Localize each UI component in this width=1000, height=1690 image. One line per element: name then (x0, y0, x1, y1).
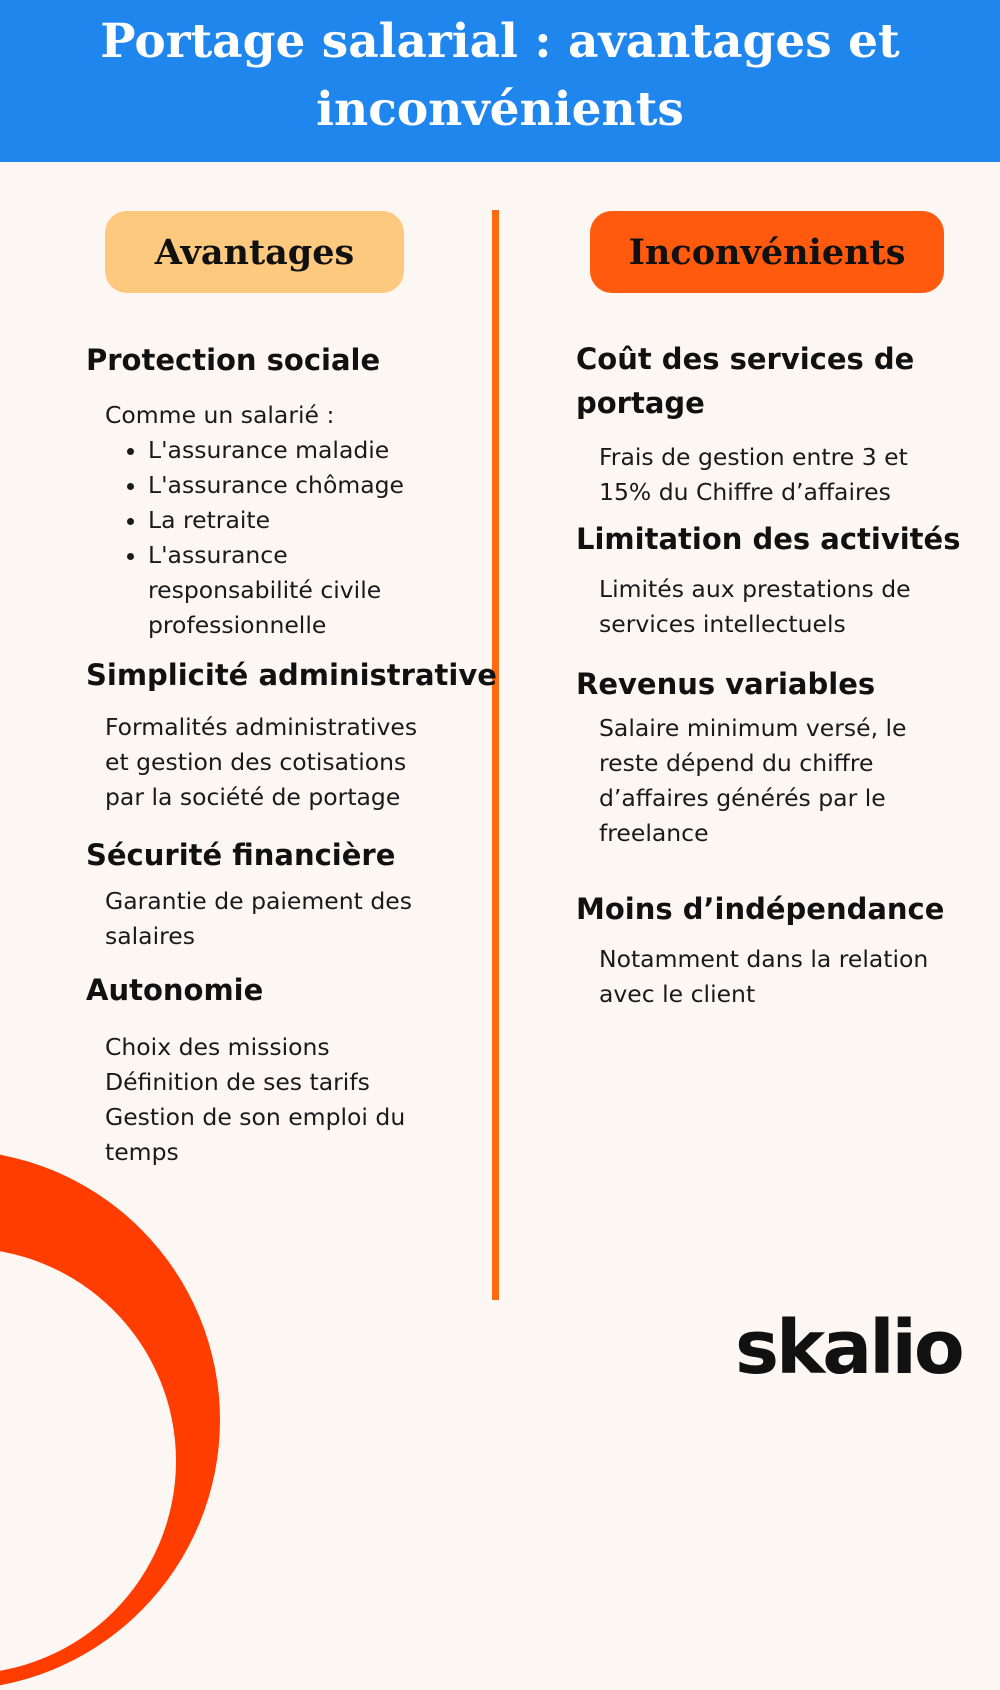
pro-section-title-simplicite: Simplicité administrative (86, 658, 497, 692)
text-line: reste dépend du chiffre (599, 749, 874, 777)
pro-section-title-autonomie: Autonomie (86, 973, 264, 1007)
con-section-text-limitation (599, 572, 911, 642)
pros-heading: Avantages (154, 231, 355, 273)
list-item: La retraite (125, 503, 445, 538)
list-item: L'assurance maladie (125, 433, 445, 468)
text-line: Définition de ses tarifs (105, 1068, 370, 1096)
text-line: et gestion des cotisations (105, 748, 407, 776)
pro-section-intro-protection: Comme un salarié : (105, 401, 335, 429)
text-line: Gestion de son emploi du (105, 1103, 406, 1131)
text-line: 15% du Chiffre d’affaires (599, 478, 891, 506)
text-line: Formalités administratives (105, 713, 418, 741)
pro-section-title-protection: Protection sociale (86, 343, 381, 377)
con-section-title-revenus: Revenus variables (576, 667, 876, 701)
text-line: Limités aux prestations de (599, 575, 911, 603)
text-line: salaires (105, 922, 195, 950)
text-line: d’affaires générés par le (599, 784, 886, 812)
text-line: Frais de gestion entre 3 et (599, 443, 908, 471)
column-divider (492, 210, 499, 1300)
pros-heading-pill (105, 211, 404, 293)
text-line: Choix des missions (105, 1033, 330, 1061)
con-section-title-limitation: Limitation des activités (576, 522, 961, 556)
title-line: Coût des services de (576, 342, 915, 376)
skalio-logo (735, 1305, 980, 1385)
pro-section-text-simplicite (105, 710, 417, 815)
logo-wordmark: skalio (735, 1305, 962, 1385)
con-section-title-independance: Moins d’indépendance (576, 892, 945, 926)
cons-heading-pill (590, 211, 944, 293)
title-banner (0, 0, 1000, 162)
text-line: freelance (599, 819, 709, 847)
pro-section-text-autonomie (105, 1030, 405, 1170)
pro-section-title-securite: Sécurité financière (86, 838, 396, 872)
text-line: Notamment dans la relation (599, 945, 929, 973)
text-line: par la société de portage (105, 783, 401, 811)
pro-section-text-securite (105, 884, 412, 954)
text-line: Garantie de paiement des (105, 887, 412, 915)
cons-heading: Inconvénients (628, 231, 906, 273)
list-item: L'assurance responsabilité civile professionnelle (125, 538, 445, 643)
con-section-title-cout (576, 337, 914, 425)
con-section-text-revenus (599, 711, 907, 851)
page-title: Portage salarial : avantages et inconvénients (100, 14, 900, 137)
con-section-text-independance (599, 942, 928, 1012)
title-line: portage (576, 386, 705, 420)
text-line: avec le client (599, 980, 756, 1008)
list-item: L'assurance chômage (125, 468, 445, 503)
text-line: temps (105, 1138, 179, 1166)
con-section-text-cout (599, 440, 908, 510)
text-line: services intellectuels (599, 610, 846, 638)
text-line: Salaire minimum versé, le (599, 714, 907, 742)
pro-bullet-list-protection (125, 433, 445, 643)
